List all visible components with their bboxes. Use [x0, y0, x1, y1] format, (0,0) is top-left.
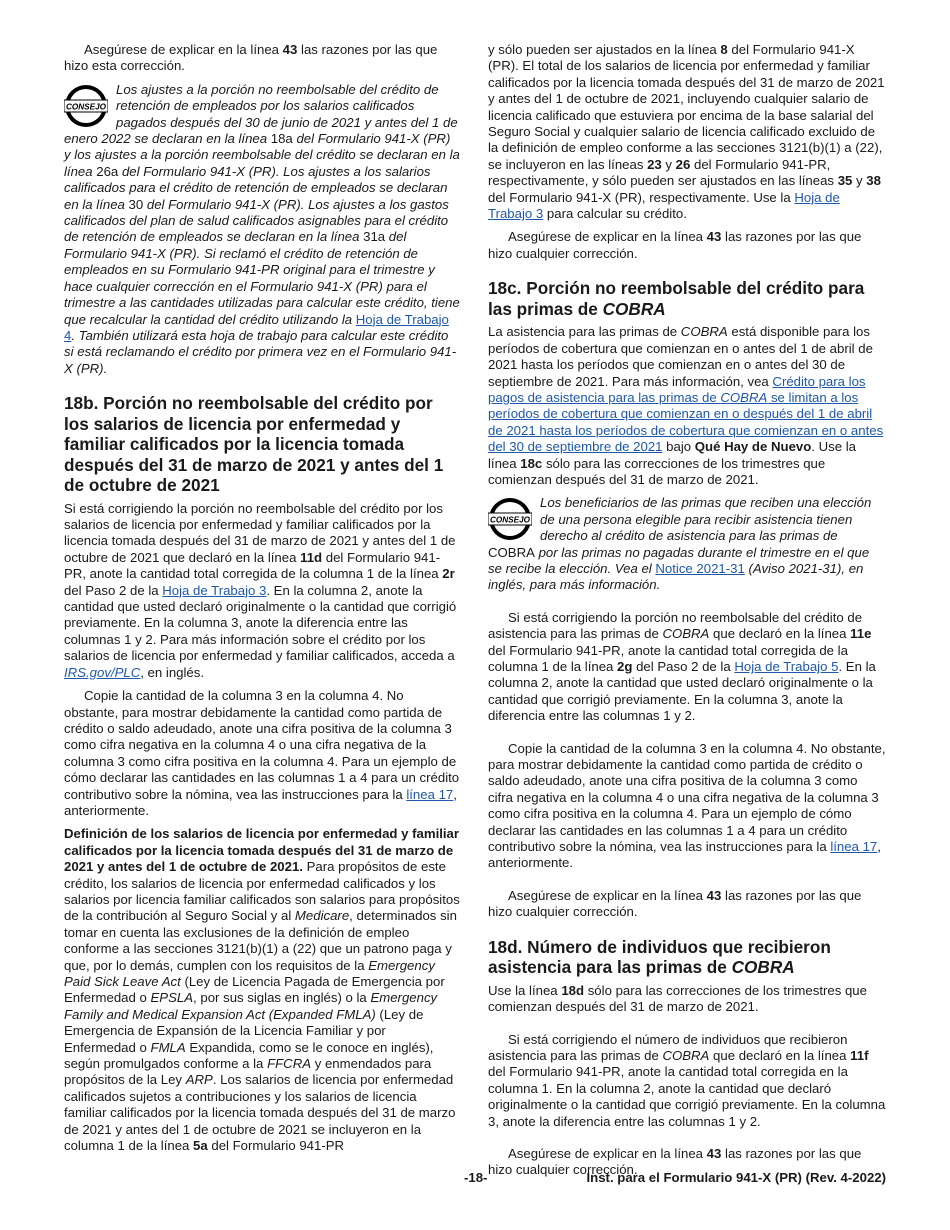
consejo-icon	[64, 84, 108, 128]
heading-18d: 18d. Número de individuos que recibieron asistencia para las primas de COBRA	[488, 936, 831, 978]
tip-box: CONSEJO Los ajustes a la porción no reembolsable del crédito de retención de empleados por los salarios calificados pagados después del 30 de junio de 2021 y antes del 1 de enero 2022 se declaran en la línea 18a del Formulario 941-X (PR) y los ajustes a la porción reembolsable del crédito se declaran en la línea 26a del Formulario 941-X (PR). Los ajustes a los salarios calificados para el crédito de retención de empleados se declaran en la línea 30 del Formulario 941-X (PR). Los ajustes a los gastos calificados del plan de salud calificados asignables para el crédito de retención de empleados se declaran en la línea 31a del Formulario 941-X (PR). Si reclamó el crédito de retención de empleados en su Formulario 941-PR original para el trimestre y hace cualquier corrección en el Formulario 941-X (PR) para el trimestre a las cantidades utilizadas para calcular este crédito, tiene que recalcular la cantidad del crédito utilizando la Hoja de Trabajo 4. También utilizará esta hoja de trabajo para calcular este crédito si está reclamando el crédito por primera vez en el Formulario 941-X (PR).	[64, 81, 460, 376]
paragraph: Use la línea 18d sólo para las correcciones de los trimestres que comienzan después del 31 de marzo de 2021.	[488, 982, 867, 1015]
svg-text:CONSEJO: CONSEJO	[489, 515, 531, 525]
page-number: -18-	[464, 1170, 488, 1185]
paragraph: Definición de los salarios de licencia por enfermedad y familiar calificados por la licencia tomada después del 31 de marzo de 2021 y antes del 1 de octubre de 2021. Para propósitos de este crédito, los salarios de licencia por enfermedad calificados y los salarios por licencia familiar calificados son salarios para propósitos de la contribución al Seguro Social y al Medicare, determinados sin tomar en cuenta las exclusiones de la definición de empleo conforme a las secciones 3121(b)(1) a (22) que un patrono paga y que, por lo demás, cumplen con los requisitos de la Emergency Paid Sick Leave Act (Ley de Licencia Pagada de Emergencia por Enfermedad o EPSLA, por sus siglas en inglés) o la Emergency Family and Medical Expansion Act (Expanded FMLA) (Ley de Emergencia de Expansión de la Licencia Familiar y por Enfermedad o FMLA Expandida, como se le conoce en inglés), según promulgados conforme a la FFCRA y enmendados para propósitos de la Ley ARP. Los salarios de licencia por enfermedad calificados sujetos a contribuciones y los salarios de licencia familiar calificados por la licencia tomada después del 31 de marzo de 2021 y antes del 1 de octubre de 2021 se incluyeron en la columna 1 de la línea 5a del Formulario 941-PR	[64, 826, 460, 1154]
heading-18b: 18b. Porción no reembolsable del crédito por los salarios de licencia por enfermedad y familiar calificados por la licencia tomada después del 31 de marzo de 2021 y antes del 1 de octubre de 2021	[64, 393, 444, 496]
link-hoja-de-trabajo-3[interactable]: Hoja de Trabajo 3	[488, 189, 840, 222]
link-hoja-de-trabajo-5[interactable]: Hoja de Trabajo 5	[734, 659, 839, 674]
consejo-icon	[488, 497, 532, 541]
paragraph: Copie la cantidad de la columna 3 en la columna 4. No obstante, para mostrar debidamente la cantidad como partida de crédito o saldo adeudado, anote una cifra positiva de la columna 3 como cifra negativa en la columna 4 o una cifra negativa de la columna 3 como cifra positiva en la columna 4. Para un ejemplo de cómo declarar las cantidades en las columnas 1 a 4 para un crédito contributivo sobre la nómina, vea las instrucciones para la línea 17, anteriormente.	[488, 740, 886, 871]
paragraph: Si está corrigiendo la porción no reembolsable del crédito de asistencia para las primas de COBRA que declaró en la línea 11e del Formulario 941-PR, anote la cantidad total corregida de la columna 1 de la línea 2g del Paso 2 de la Hoja de Trabajo 5. En la columna 2, anote la cantidad que usted declaró originalmente o la cantidad que corrigió previamente. En la columna 3, anote la diferencia entre las columnas 1 y 2.	[488, 609, 876, 724]
tip-box: CONSEJO Los beneficiarios de las primas que reciben una elección de una persona elegible para recibir asistencia tienen derecho al crédito de asistencia para las primas de COBRA por las primas no pagadas durante el trimestre en el que se recibe la elección. Vea el Notice 2021-31 (Aviso 2021-31), en inglés, para más información.	[488, 495, 872, 593]
paragraph: Asegúrese de explicar en la línea 43 las razones por las que hizo cualquier corrección.	[488, 887, 862, 920]
footer-title: Inst. para el Formulario 941-X (PR) (Rev. 4-2022)	[586, 1170, 886, 1185]
link-irs-plc[interactable]: IRS.gov/PLC	[64, 664, 141, 680]
paragraph: Asegúrese de explicar en la línea 43 las razones por las que hizo cualquier corrección.	[488, 229, 862, 261]
heading-18c: 18c. Porción no reembolsable del crédito para las primas de COBRA	[488, 278, 865, 319]
paragraph: Asegúrese de explicar en la línea 43 las razones por las que hizo cualquier corrección.	[488, 1145, 862, 1178]
left-column	[64, 42, 460, 1161]
link-linea-17[interactable]: línea 17	[406, 786, 454, 802]
link-hoja-de-trabajo-3[interactable]: Hoja de Trabajo 3	[162, 582, 267, 598]
paragraph: Si está corrigiendo la porción no reembolsable del crédito por los salarios de licencia por enfermedad y familiar calificados por la licencia tomada después del 31 de marzo de 2021 y antes del 1 de octubre de 2021 que declaró en la línea 11d del Formulario 941-PR, anote la cantidad total corregida de la columna 1 de la línea 2r del Paso 2 de la Hoja de Trabajo 3. En la columna 2, anote la cantidad que usted declaró originalmente o la cantidad que corrigió previamente. En la columna 3, anote la diferencia entre las columnas 1 y 2. Para más información sobre el crédito por los salarios de licencia por enfermedad y familiar calificados, acceda a IRS.gov/PLC, en inglés.	[64, 500, 457, 680]
paragraph: y sólo pueden ser ajustados en la línea 8 del Formulario 941-X (PR). El total de los salarios de licencia por enfermedad y familiar calificados por la licencia tomada después del 31 de marzo de 2021 y antes del 1 de octubre de 2021, incluyendo cualquier salario de licencia calificado que estuviera por encima de la base salarial del Seguro Social y cualquier salario de licencia calificado excluido de la definición de empleo conforme a las secciones 3121(b)(1) a (22), se incluyeron en las líneas 23 y 26 del Formulario 941-PR, respectivamente, y sólo pueden ser ajustados en las líneas 35 y 38 del Formulario 941-X (PR), respectivamente. Use la Hoja de Trabajo 3 para calcular su crédito.	[488, 42, 885, 222]
right-column	[488, 42, 886, 1186]
link-hoja-de-trabajo-4[interactable]: Hoja de Trabajo 4	[64, 311, 449, 343]
paragraph: La asistencia para las primas de COBRA está disponible para los períodos de cobertura que comienzan en o antes del 1 de abril de 2021 hasta los períodos que comienzan en o antes del 30 de septiembre de 2021. Para más información, vea Crédito para los pagos de asistencia para las primas de COBRA se limitan a los períodos de cobertura que comienzan en o después del 1 de abril de 2021 hasta los períodos de cobertura que comienzan en o antes del 30 de septiembre de 2021 bajo Qué Hay de Nuevo. Use la línea 18c sólo para las correcciones de los trimestres que comienzan después del 31 de marzo de 2021.	[488, 324, 884, 487]
paragraph: Copie la cantidad de la columna 3 en la columna 4. No obstante, para mostrar debidamente la cantidad como partida de crédito o saldo adeudado, anote una cifra positiva de la columna 3 como cifra negativa en la columna 4 o una cifra negativa de la columna 3 como cifra positiva en la columna 4. Para un ejemplo de cómo declarar las cantidades en las columnas 1 a 4 para un crédito contributivo sobre la nómina, vea las instrucciones para la línea 17, anteriormente.	[64, 688, 460, 818]
paragraph: Asegúrese de explicar en la línea 43 las razones por las que hizo esta corrección.	[64, 42, 438, 74]
link-credito-cobra[interactable]: Crédito para los pagos de asistencia para las primas de COBRA se limitan a los períodos de cobertura que comienzan en o después del 1 de abril de 2021 hasta los períodos de cobertura que comienzan en o antes del 30 de septiembre de 2021	[488, 373, 884, 455]
link-notice-2021-31[interactable]: Notice 2021-31	[655, 560, 745, 576]
svg-text:CONSEJO: CONSEJO	[65, 102, 107, 112]
link-linea-17[interactable]: línea 17	[830, 839, 878, 855]
paragraph: Si está corrigiendo el número de individuos que recibieron asistencia para las primas de COBRA que declaró en la línea 11f del Formulario 941-PR, anote la cantidad total corregida en la columna 1. En la columna 2, anote la cantidad que declaró originalmente o la cantidad que corrigió previamente. En la columna 3, anote la diferencia entre las columnas 1 y 2.	[488, 1031, 886, 1129]
